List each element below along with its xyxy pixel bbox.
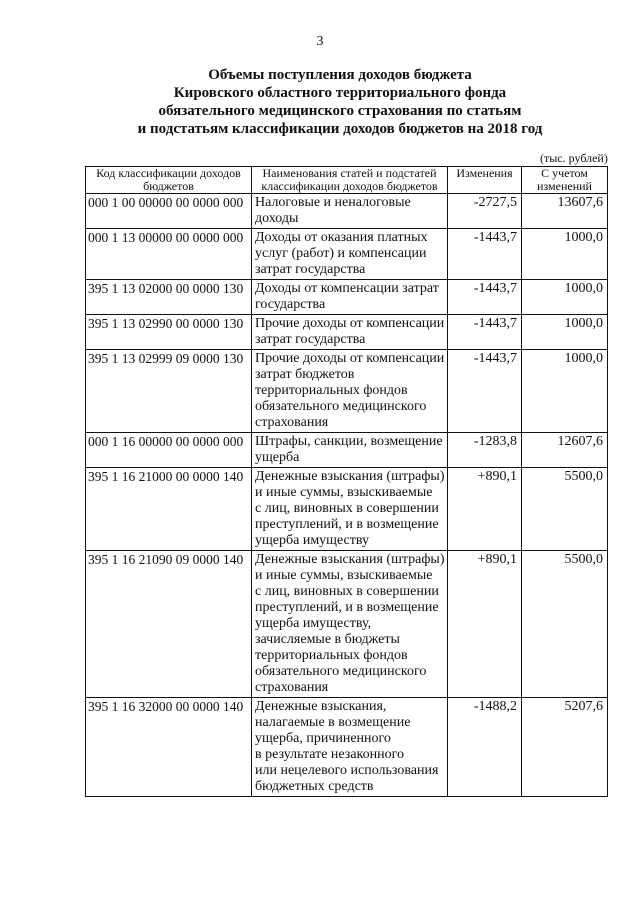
revenue-name [252,433,448,468]
total-value: 5500,0 [522,551,608,698]
revenue-name-line: бюджетных средств [255,779,374,794]
revenue-name [252,468,448,551]
classification-code: 395 1 13 02000 00 0000 130 [86,280,252,315]
document-title [40,66,640,138]
classification-code: 395 1 16 32000 00 0000 140 [86,698,252,797]
change-value: -1488,2 [448,698,522,797]
revenue-name-line: территориальных фондов [255,648,408,663]
revenue-name-line: страхования [255,680,329,695]
header-code: Код классификации доходов бюджетов [86,167,252,194]
classification-code: 000 1 16 00000 00 0000 000 [86,433,252,468]
revenue-name-line: и иные суммы, взыскиваемые [255,568,433,583]
table-row [86,350,608,433]
table-row [86,698,608,797]
revenue-name-line: государства [255,297,326,312]
header-total: С учетом изменений [522,167,608,194]
revenue-name-line: Доходы от компенсации затрат [255,281,439,296]
revenue-name-line: Денежные взыскания (штрафы) [255,469,445,484]
table-row [86,280,608,315]
title-line: и подстатьям классификации доходов бюджетов на 2018 год [137,121,543,137]
revenue-table [85,166,608,797]
revenue-name-line: Денежные взыскания, [255,699,387,714]
table-row [86,551,608,698]
revenue-name-line: Доходы от оказания платных [255,230,428,245]
revenue-name-line: ущерба имуществу [255,533,369,548]
revenue-name-line: с лиц, виновных в совершении [255,584,439,599]
total-value: 13607,6 [522,194,608,229]
revenue-name-line: услуг (работ) и компенсации [255,246,427,261]
change-value: +890,1 [448,551,522,698]
revenue-name [252,194,448,229]
revenue-name-line: обязательного медицинского [255,664,427,679]
revenue-name-line: затрат бюджетов [255,367,355,382]
change-value: -2727,5 [448,194,522,229]
revenue-name-line: зачисляемые в бюджеты [255,632,400,647]
revenue-name-line: преступлений, и в возмещение [255,600,439,615]
revenue-name-line: ущерба имуществу, [255,616,372,631]
revenue-name-line: страхования [255,415,329,430]
total-value: 5207,6 [522,698,608,797]
header-name: Наименования статей и подстатей классификации доходов бюджетов [252,167,448,194]
revenue-name-line: Штрафы, санкции, возмещение [255,434,443,449]
total-value: 1000,0 [522,315,608,350]
change-value: -1443,7 [448,280,522,315]
change-value: +890,1 [448,468,522,551]
revenue-name-line: преступлений, и в возмещение [255,517,439,532]
total-value: 1000,0 [522,280,608,315]
total-value: 1000,0 [522,350,608,433]
change-value: -1443,7 [448,315,522,350]
revenue-name-line: затрат государства [255,332,366,347]
table-row [86,433,608,468]
revenue-name-line: Налоговые и неналоговые [255,195,411,210]
revenue-name-line: территориальных фондов [255,383,408,398]
change-value: -1443,7 [448,229,522,280]
title-line: обязательного медицинского страхования по статьям [158,103,522,119]
classification-code: 000 1 00 00000 00 0000 000 [86,194,252,229]
table-row [86,194,608,229]
classification-code: 395 1 13 02999 09 0000 130 [86,350,252,433]
table-row [86,229,608,280]
revenue-name-line: доходы [255,211,299,226]
revenue-name [252,280,448,315]
classification-code: 000 1 13 00000 00 0000 000 [86,229,252,280]
revenue-name-line: затрат государства [255,262,366,277]
table-body [86,194,608,797]
change-value: -1283,8 [448,433,522,468]
total-value: 5500,0 [522,468,608,551]
revenue-name [252,551,448,698]
title-line: Кировского областного территориального фонда [173,85,507,101]
revenue-name-line: с лиц, виновных в совершении [255,501,439,516]
table-header-row [86,167,608,194]
revenue-name-line: Прочие доходы от компенсации [255,316,445,331]
revenue-name-line: налагаемые в возмещение [255,715,411,730]
units-label: (тыс. рублей) [540,151,608,165]
classification-code: 395 1 13 02990 00 0000 130 [86,315,252,350]
revenue-name [252,229,448,280]
revenue-name-line: ущерба, причиненного [255,731,391,746]
revenue-name-line: или нецелевого использования [255,763,439,778]
revenue-name [252,698,448,797]
table-row [86,468,608,551]
total-value: 12607,6 [522,433,608,468]
revenue-name [252,350,448,433]
revenue-name-line: обязательного медицинского [255,399,427,414]
revenue-name-line: Денежные взыскания (штрафы) [255,552,445,567]
page-number: 3 [316,34,324,49]
revenue-name-line: в результате незаконного [255,747,405,762]
change-value: -1443,7 [448,350,522,433]
header-change: Изменения [448,167,522,194]
classification-code: 395 1 16 21090 09 0000 140 [86,551,252,698]
revenue-name [252,315,448,350]
revenue-name-line: Прочие доходы от компенсации [255,351,445,366]
classification-code: 395 1 16 21000 00 0000 140 [86,468,252,551]
revenue-name-line: и иные суммы, взыскиваемые [255,485,433,500]
total-value: 1000,0 [522,229,608,280]
title-line: Объемы поступления доходов бюджета [208,67,472,83]
table-row [86,315,608,350]
revenue-name-line: ущерба [255,450,300,465]
